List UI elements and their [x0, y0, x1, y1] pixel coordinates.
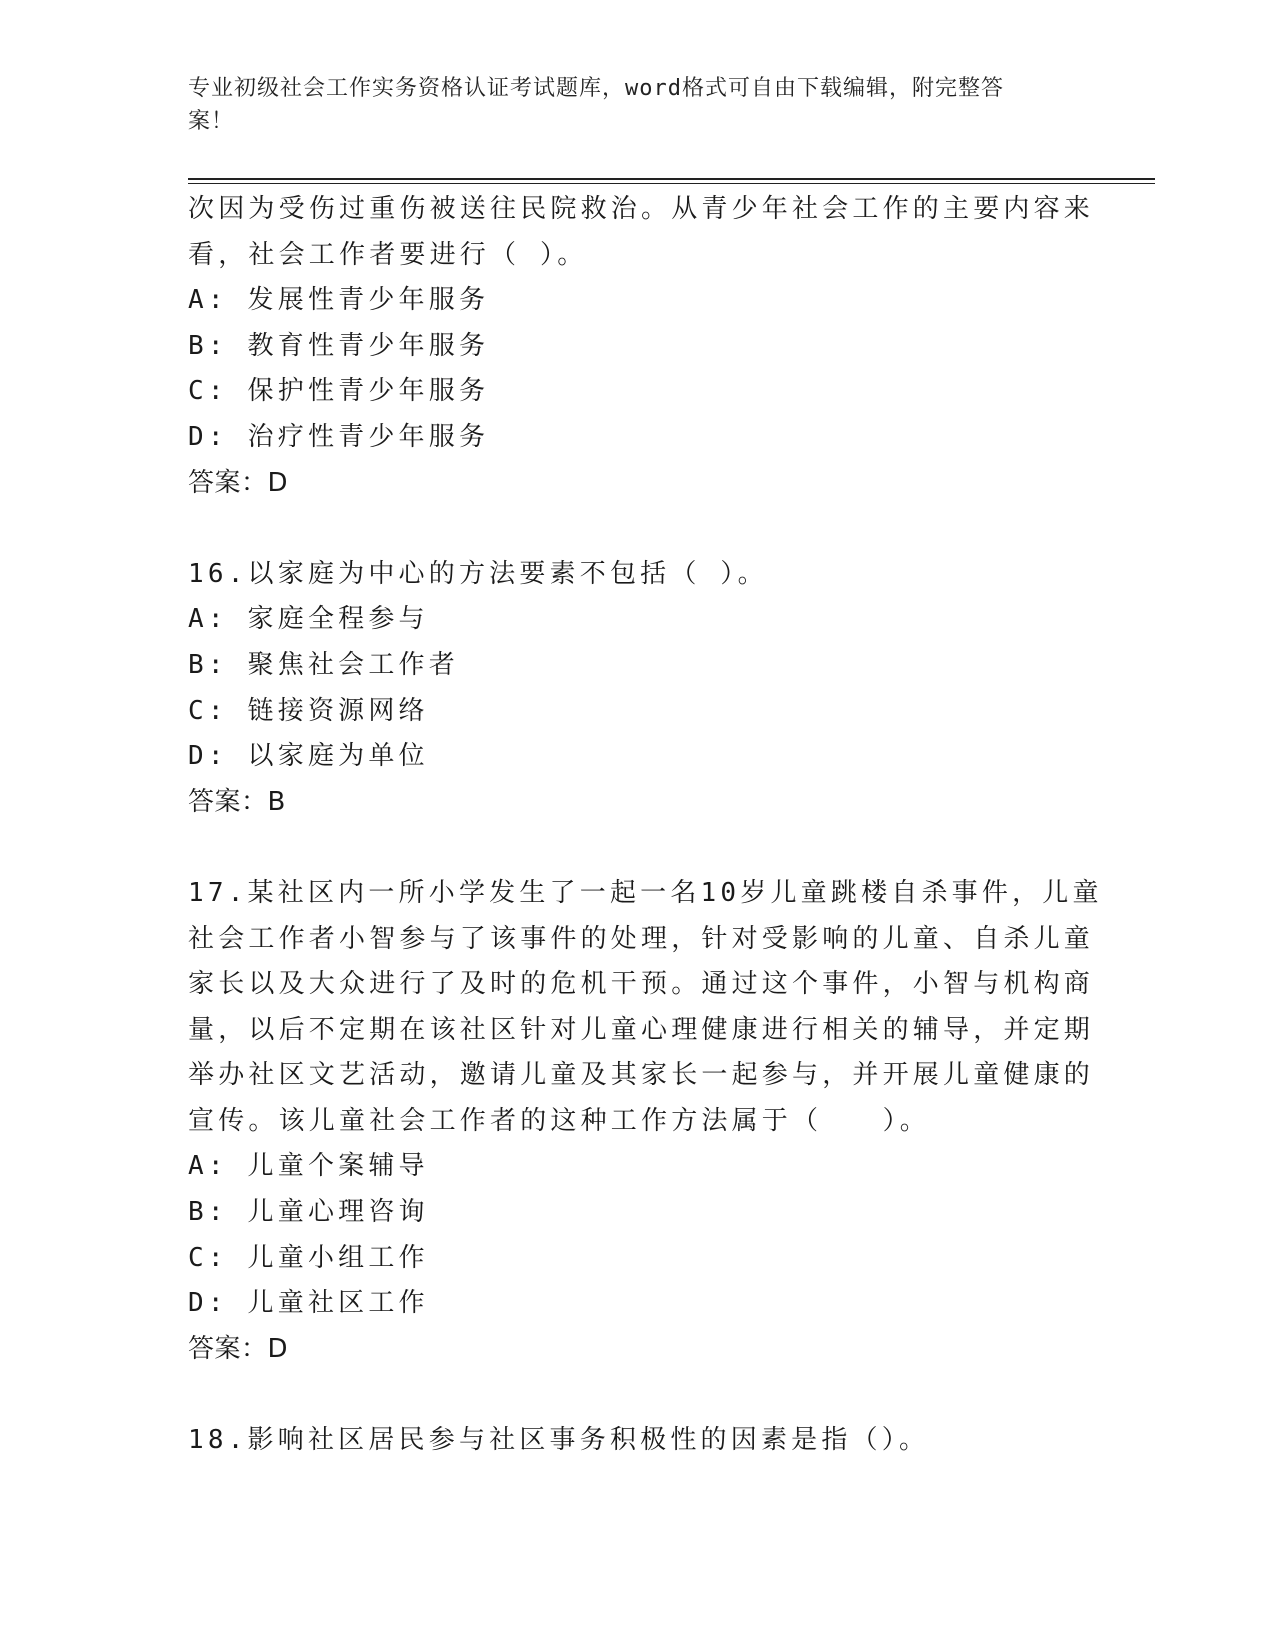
question-15-answer: 答案：D — [188, 467, 289, 498]
question-17-option-d: D: 儿童社区工作 — [188, 1288, 429, 1319]
question-15-option-b: B: 教育性青少年服务 — [188, 330, 490, 361]
question-16-option-a: A: 家庭全程参与 — [188, 604, 429, 635]
question-spacer — [188, 1372, 1068, 1418]
question-16-option-d: D: 以家庭为单位 — [188, 741, 429, 772]
question-15-stem-line-2: 看，社会工作者要进行（ ）。 — [188, 239, 588, 270]
question-list — [188, 187, 1103, 1464]
question-16-option-b: B: 聚焦社会工作者 — [188, 649, 459, 680]
question-17-option-a: A: 儿童个案辅导 — [188, 1151, 429, 1182]
question-16-option-c: C: 链接资源网络 — [188, 695, 429, 726]
question-15-option-d: D: 治疗性青少年服务 — [188, 421, 490, 452]
question-17-stem-line-3: 家长以及大众进行了及时的危机干预。通过这个事件，小智与机构商 — [188, 969, 1095, 1000]
question-16-answer: 答案：B — [188, 786, 286, 817]
question-17-answer: 答案：D — [188, 1333, 289, 1364]
question-15 — [188, 187, 1095, 506]
question-15-option-a: A: 发展性青少年服务 — [188, 285, 490, 316]
document-header — [188, 72, 1068, 138]
question-17-option-c: C: 儿童小组工作 — [188, 1242, 429, 1273]
header-title-line-1: 专业初级社会工作实务资格认证考试题库，word格式可自由下载编辑，附完整答 — [188, 76, 1004, 101]
header-title-line-2: 案！ — [188, 109, 235, 134]
question-17-option-b: B: 儿童心理咨询 — [188, 1197, 429, 1228]
question-15-stem-line-1: 次因为受伤过重伤被送往民院救治。从青少年社会工作的主要内容来 — [188, 194, 1095, 224]
question-17 — [188, 871, 1103, 1373]
question-17-stem-line-5: 举办社区文艺活动，邀请儿童及其家长一起参与，并开展儿童健康的 — [188, 1060, 1095, 1091]
question-17-stem-line-6: 宣传。该儿童社会工作者的这种工作方法属于（ ）。 — [188, 1105, 931, 1136]
question-17-stem-line-2: 社会工作者小智参与了该事件的处理，针对受影响的儿童、自杀儿童 — [188, 923, 1095, 954]
question-16 — [188, 552, 1068, 826]
question-spacer — [188, 825, 1068, 871]
question-18 — [188, 1418, 1068, 1464]
question-15-option-c: C: 保护性青少年服务 — [188, 376, 490, 407]
question-17-stem-line-4: 量，以后不定期在该社区针对儿童心理健康进行相关的辅导，并定期 — [188, 1014, 1095, 1045]
header-divider-thick — [188, 178, 1155, 180]
question-18-stem: 18.影响社区居民参与社区事务积极性的因素是指（）。 — [188, 1425, 930, 1456]
question-16-stem: 16.以家庭为中心的方法要素不包括（ ）。 — [188, 558, 768, 589]
question-17-stem-line-1: 17.某社区内一所小学发生了一起一名10岁儿童跳楼自杀事件，儿童 — [188, 877, 1103, 908]
header-divider-thin — [188, 183, 1155, 184]
question-spacer — [188, 506, 1068, 552]
